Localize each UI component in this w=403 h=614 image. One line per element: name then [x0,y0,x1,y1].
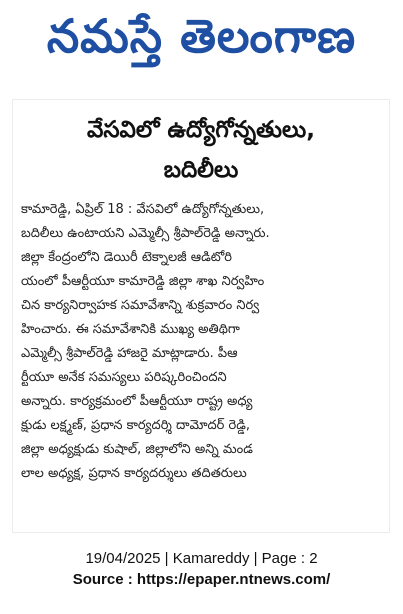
body-line: హించారు. ఈ సమావేశానికి ముఖ్య అతిథిగా [21,322,240,337]
body-line: బదిలీలు ఉంటాయని ఎమ్మెల్సీ శ్రీపాల్‌రెడ్డి అన్నారు. [21,226,270,241]
body-line: జిల్లా కేంద్రంలోని డెయిరీ టెక్నాలజీ ఆడిటోరి [21,250,232,265]
clipping-footer [0,548,403,590]
newspaper-masthead [0,0,403,84]
body-line: ఎమ్మెల్సీ శ్రీపాల్‌రెడ్డి హాజరై మాట్లాడారు. పీఆ [21,346,238,361]
masthead-title: నమస్తే తెలంగాణ [46,9,357,63]
body-line: చిన కార్యనిర్వాహక సమావేశాన్ని శుక్రవారం నిర్వ [21,298,260,313]
body-line: కామారెడ్డి, ఏప్రిల్ 18 : వేసవిలో ఉద్యోగోన్నతులు, [21,202,265,217]
headline-line-1: వేసవిలో ఉద్యోగోన్నతులు, [87,117,315,143]
body-line: లాల అధ్యక్ష, ప్రధాన కార్యదర్శులు తదితరులు [21,466,247,481]
publication-meta: 19/04/2025 | Kamareddy | Page : 2 [85,550,318,567]
source-link[interactable]: Source : https://epaper.ntnews.com/ [72,571,331,588]
article-headline [13,110,389,190]
headline-line-2: బదిలీలు [163,157,239,183]
body-line: అన్నారు. కార్యక్రమంలో పీఆర్టీయూ రాష్ట్ర అధ్య [21,394,253,409]
body-line: క్షుడు లక్ష్మణ్, ప్రధాన కార్యదర్శి దామోదర్ రెడ్డి, [21,418,250,433]
body-line: ర్టీయూ అనేక సమస్యలు పరిష్కరించిందని [21,370,227,385]
news-clipping [13,100,389,532]
body-line: యంలో పీఆర్టీయూ కామారెడ్డి జిల్లా శాఖ నిర్వహిం [21,274,265,289]
body-line: జిల్లా అధ్యక్షుడు కుషాల్, జిల్లాలోని అన్ని మండ [21,442,253,457]
article-body [13,198,389,486]
